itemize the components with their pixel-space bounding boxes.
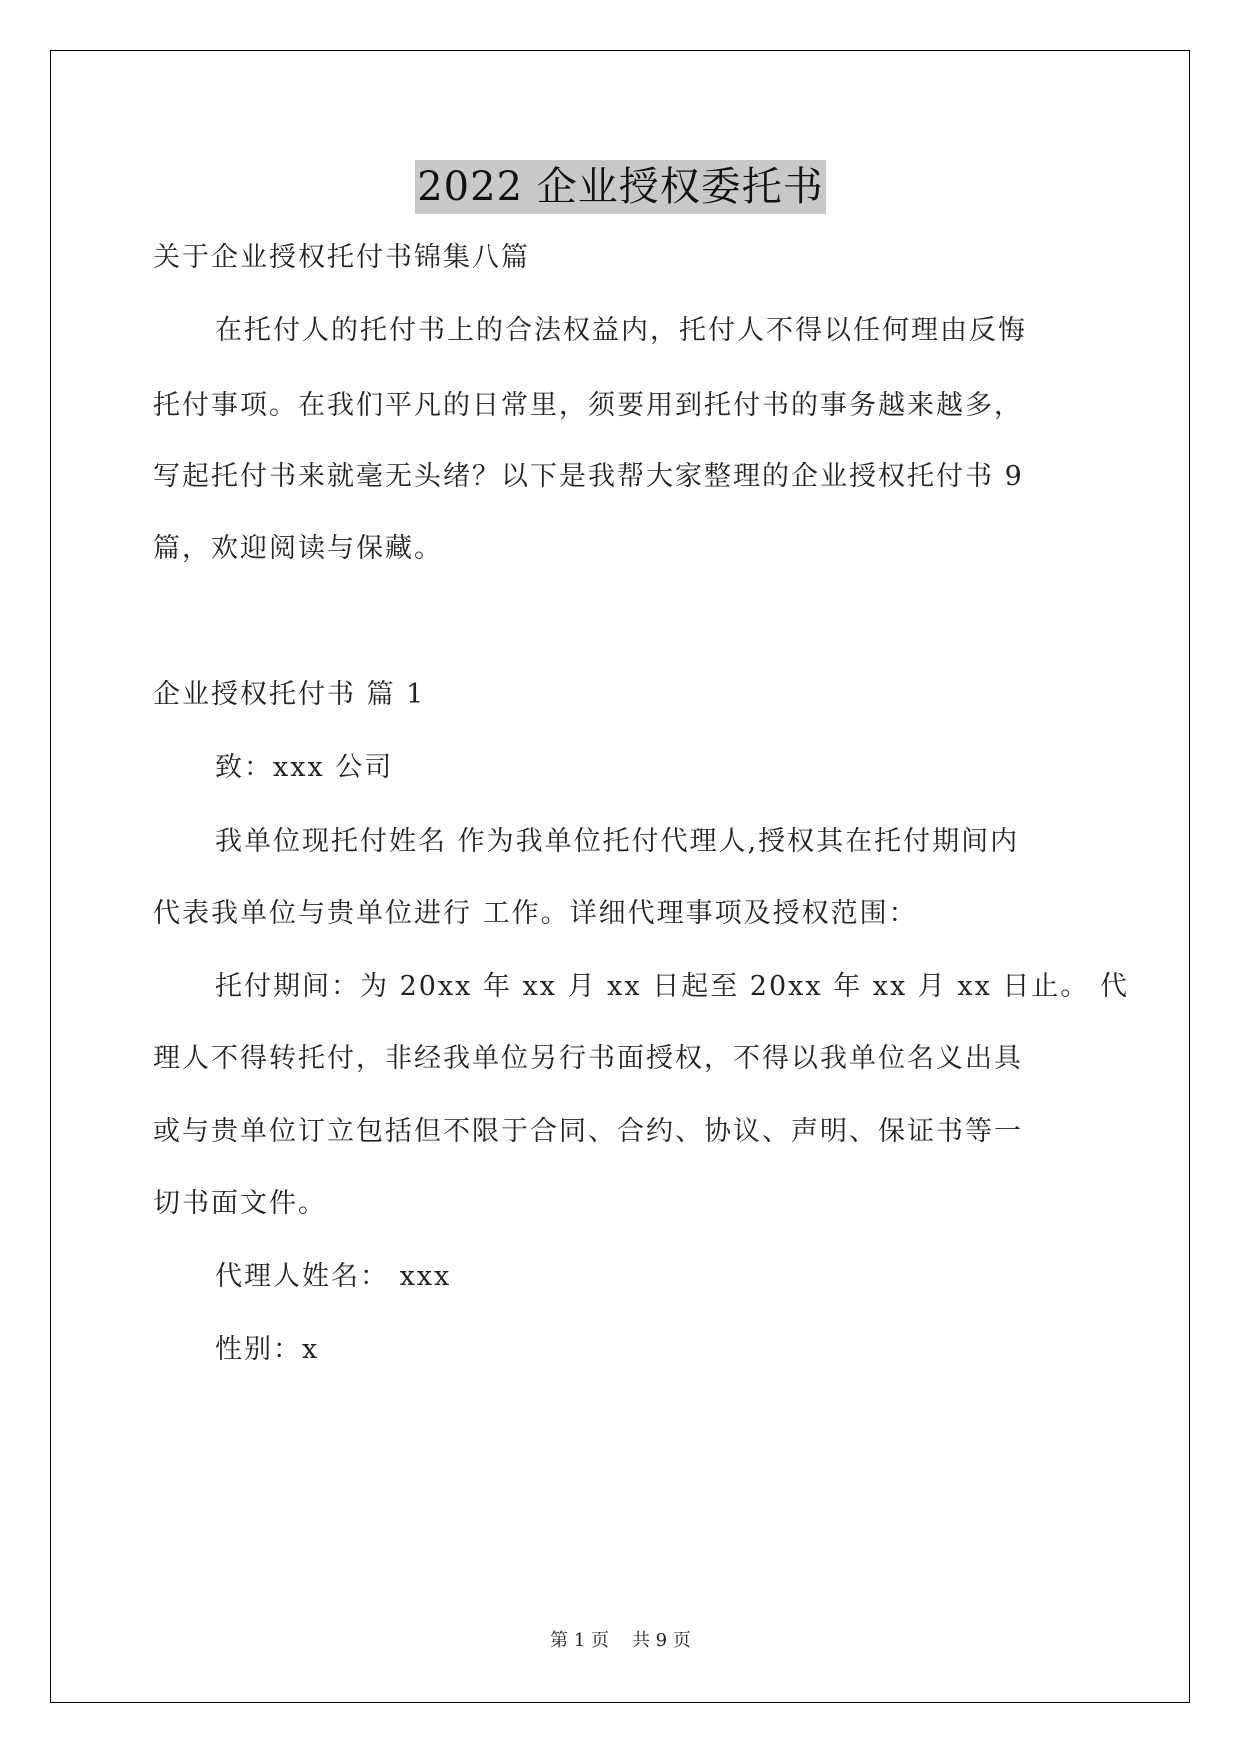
page-border [50,50,1190,1703]
section-heading: 企业授权托付书 篇 1 [153,679,426,710]
title-container [0,160,1241,214]
addressee: 致：xxx 公司 [215,752,394,783]
body-para2-line-3: 或与贵单位订立包括但不限于合同、合约、协议、声明、保证书等一 [153,1116,1023,1147]
intro-line-4: 篇，欢迎阅读与保藏。 [153,533,443,564]
document-subtitle: 关于企业授权托付书锦集八篇 [153,242,530,273]
gender-field: 性别：x [215,1334,320,1365]
body-para2-line-1: 托付期间：为 20xx 年 xx 月 xx 日起至 20xx 年 xx 月 xx 日止。 代 [215,971,1130,1002]
intro-line-2: 托付事项。在我们平凡的日常里，须要用到托付书的事务越来越多， [153,390,1023,421]
body-para1-line-1: 我单位现托付姓名 作为我单位托付代理人,授权其在托付期间内 [215,826,1020,857]
intro-line-3: 写起托付书来就毫无头绪？以下是我帮大家整理的企业授权托付书 9 [153,461,1024,492]
body-para2-line-4: 切书面文件。 [153,1188,327,1219]
body-para2-line-2: 理人不得转托付，非经我单位另行书面授权，不得以我单位名义出具 [153,1043,1023,1074]
document-title: 2022 企业授权委托书 [415,160,826,214]
page-indicator: 第 1 页 共 9 页 [550,1630,691,1651]
body-para1-line-2: 代表我单位与贵单位进行 工作。详细代理事项及授权范围： [153,898,918,929]
intro-line-1: 在托付人的托付书上的合法权益内，托付人不得以任何理由反悔 [215,315,1027,346]
agent-name: 代理人姓名： xxx [215,1261,452,1292]
